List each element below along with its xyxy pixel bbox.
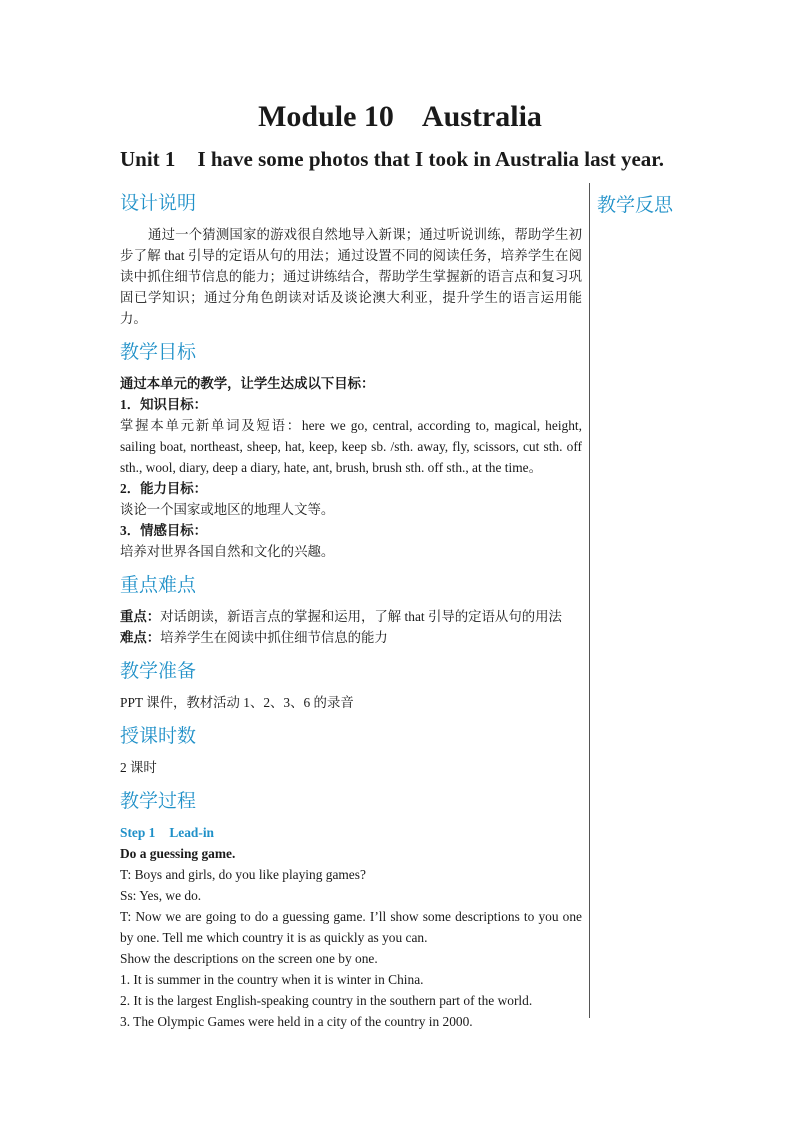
- ability-goal-label: 2．能力目标：: [120, 481, 208, 496]
- module-title: Australia: [421, 100, 542, 133]
- goals-section: [120, 339, 582, 562]
- key-points-section: [120, 572, 582, 648]
- difficult-point-label: 难点：: [120, 630, 161, 645]
- prep-section: [120, 658, 582, 713]
- description-item: 1. It is summer in the country when it is winter in China.: [120, 972, 424, 987]
- page-title: [0, 100, 800, 134]
- unit-title-text: I have some photos that I took in Australia last year.: [197, 147, 664, 171]
- reflection-heading: 教学反思: [597, 194, 674, 216]
- time-section: [120, 723, 582, 778]
- dialogue-line: T: Boys and girls, do you like playing games?: [120, 867, 366, 882]
- unit-title: [120, 147, 664, 172]
- ability-goal-text: 谈论一个国家或地区的地理人文等。: [120, 502, 335, 517]
- knowledge-goal-label: 1．知识目标：: [120, 397, 208, 412]
- unit-number: Unit 1: [120, 147, 176, 171]
- time-heading: 授课时数: [120, 725, 197, 747]
- key-points-heading: 重点难点: [120, 574, 197, 596]
- step-title: Lead-in: [169, 825, 214, 840]
- difficult-point-text: 培养学生在阅读中抓住细节信息的能力: [160, 630, 388, 645]
- goals-intro: 通过本单元的教学，让学生达成以下目标：: [120, 376, 375, 391]
- process-heading: 教学过程: [120, 790, 197, 812]
- dialogue-line: Ss: Yes, we do.: [120, 888, 202, 903]
- instruction-line: Show the descriptions on the screen one by one.: [120, 951, 378, 966]
- lesson-plan-body: [120, 190, 582, 1042]
- emotion-goal-text: 培养对世界各国自然和文化的兴趣。: [120, 544, 335, 559]
- process-section: [120, 788, 582, 1032]
- design-text: 通过一个猜测国家的游戏很自然地导入新课；通过听说训练，帮助学生初步了解 that 引导的定语从句的用法；通过设置不同的阅读任务，培养学生在阅读中抓住细节信息的能力；通过讲练结合，帮助学生掌握新的语言点和复习巩固已学知识；通过分角色朗读对话及谈论澳大利亚，提升学生的语言运用能力。: [120, 227, 582, 326]
- dialogue-line: T: Now we are going to do a guessing game. I’ll show some descriptions to you one by one. Tell me which country it is as quickly as you can.: [120, 909, 582, 945]
- prep-heading: 教学准备: [120, 660, 197, 682]
- module-number: Module 10: [258, 100, 394, 133]
- emotion-goal-label: 3．情感目标：: [120, 523, 208, 538]
- key-point-text: 对话朗读，新语言点的掌握和运用，了解 that 引导的定语从句的用法: [160, 609, 562, 624]
- step-number: Step 1: [120, 825, 156, 840]
- description-item: 2. It is the largest English-speaking country in the southern part of the world.: [120, 993, 533, 1008]
- time-text: 2 课时: [120, 760, 157, 775]
- description-item: 3. The Olympic Games were held in a city of the country in 2000.: [120, 1014, 473, 1029]
- key-point-line: [120, 606, 582, 627]
- design-heading: 设计说明: [120, 192, 197, 214]
- difficult-point-line: [120, 627, 582, 648]
- activity-title: Do a guessing game.: [120, 846, 236, 861]
- prep-text: PPT 课件，教材活动 1、2、3、6 的录音: [120, 695, 354, 710]
- knowledge-goal-text: 掌握本单元新单词及短语：here we go, central, according to, magical, height, sailing boat, northeast, sheep, hat, keep, keep sb. /sth. away, fly, scissors, cut sth. off sth., wool, diary, deep a diary, hate, ant, brush, brush sth. off sth., at the time。: [120, 418, 582, 475]
- column-divider: [589, 183, 590, 1018]
- goals-heading: 教学目标: [120, 341, 197, 363]
- key-point-label: 重点：: [120, 609, 161, 624]
- step-heading: [120, 822, 582, 843]
- design-section: [120, 190, 582, 329]
